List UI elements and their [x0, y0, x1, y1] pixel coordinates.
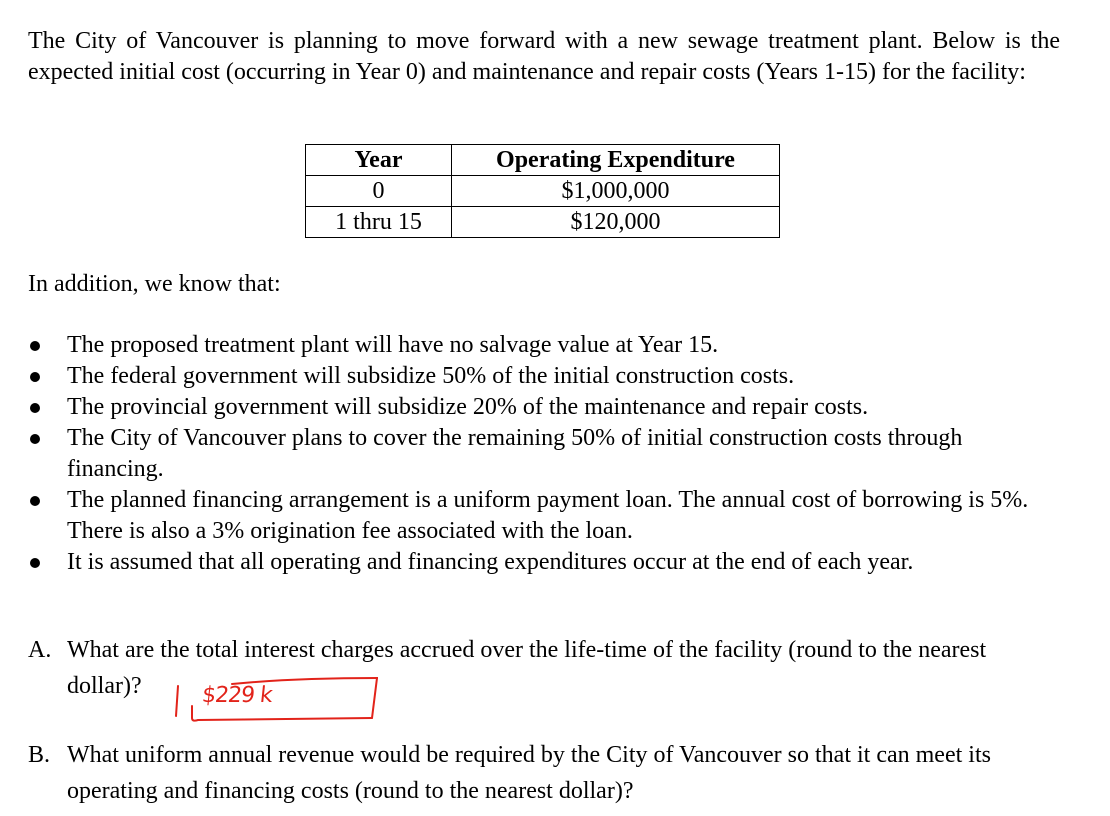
bullet-icon	[30, 496, 40, 506]
bullet-icon	[30, 558, 40, 568]
question-letter: A.	[28, 637, 52, 663]
table-cell-year: 1 thru 15	[306, 207, 452, 238]
list-item	[28, 485, 1064, 547]
table-header-expenditure: Operating Expenditure	[452, 145, 780, 176]
list-item	[28, 392, 1064, 423]
question-text: What uniform annual revenue would be required by the City of Vancouver so that it can meet its operating and financing costs (round to the nearest dollar)?	[67, 742, 991, 804]
bullet-icon	[30, 341, 40, 351]
list-item	[28, 547, 1064, 578]
table-header-year: Year	[306, 145, 452, 176]
intro-paragraph: The City of Vancouver is planning to move forward with a new sewage treatment plant. Below is the expected initial cost (occurring in Year 0) and maintenance and repair costs (Years 1-15) for the facility:	[28, 28, 1060, 85]
question-text: What are the total interest charges accrued over the life-time of the facility (round to the nearest dollar)?	[67, 637, 987, 699]
table-cell-year: 0	[306, 176, 452, 207]
bullet-icon	[30, 403, 40, 413]
cost-table	[305, 144, 780, 238]
facts-list	[28, 330, 1064, 578]
bullet-icon	[30, 434, 40, 444]
list-item-text: The City of Vancouver plans to cover the remaining 50% of initial construction costs through financing.	[67, 425, 963, 482]
table-cell-expenditure: $1,000,000	[452, 176, 780, 207]
table-row	[306, 207, 780, 238]
question-b	[28, 737, 1060, 809]
bullet-icon	[30, 372, 40, 382]
list-item-text: The federal government will subsidize 50% of the initial construction costs.	[67, 363, 795, 389]
list-item-text: The provincial government will subsidize 20% of the maintenance and repair costs.	[67, 394, 869, 420]
table-header-row	[306, 145, 780, 176]
table-cell-expenditure: $120,000	[452, 207, 780, 238]
list-item-text: It is assumed that all operating and financing expenditures occur at the end of each year.	[67, 549, 914, 575]
list-item	[28, 361, 1064, 392]
addition-heading: In addition, we know that:	[28, 271, 281, 297]
question-letter: B.	[28, 742, 51, 768]
list-item	[28, 423, 1064, 485]
list-item-text: The proposed treatment plant will have no salvage value at Year 15.	[67, 332, 719, 358]
table-row	[306, 176, 780, 207]
handwritten-answer: $229 k	[200, 683, 274, 708]
list-item-text: The planned financing arrangement is a uniform payment loan. The annual cost of borrowing is 5%. There is also a 3% origination fee associated with the loan.	[67, 487, 1029, 544]
list-item	[28, 330, 1064, 361]
